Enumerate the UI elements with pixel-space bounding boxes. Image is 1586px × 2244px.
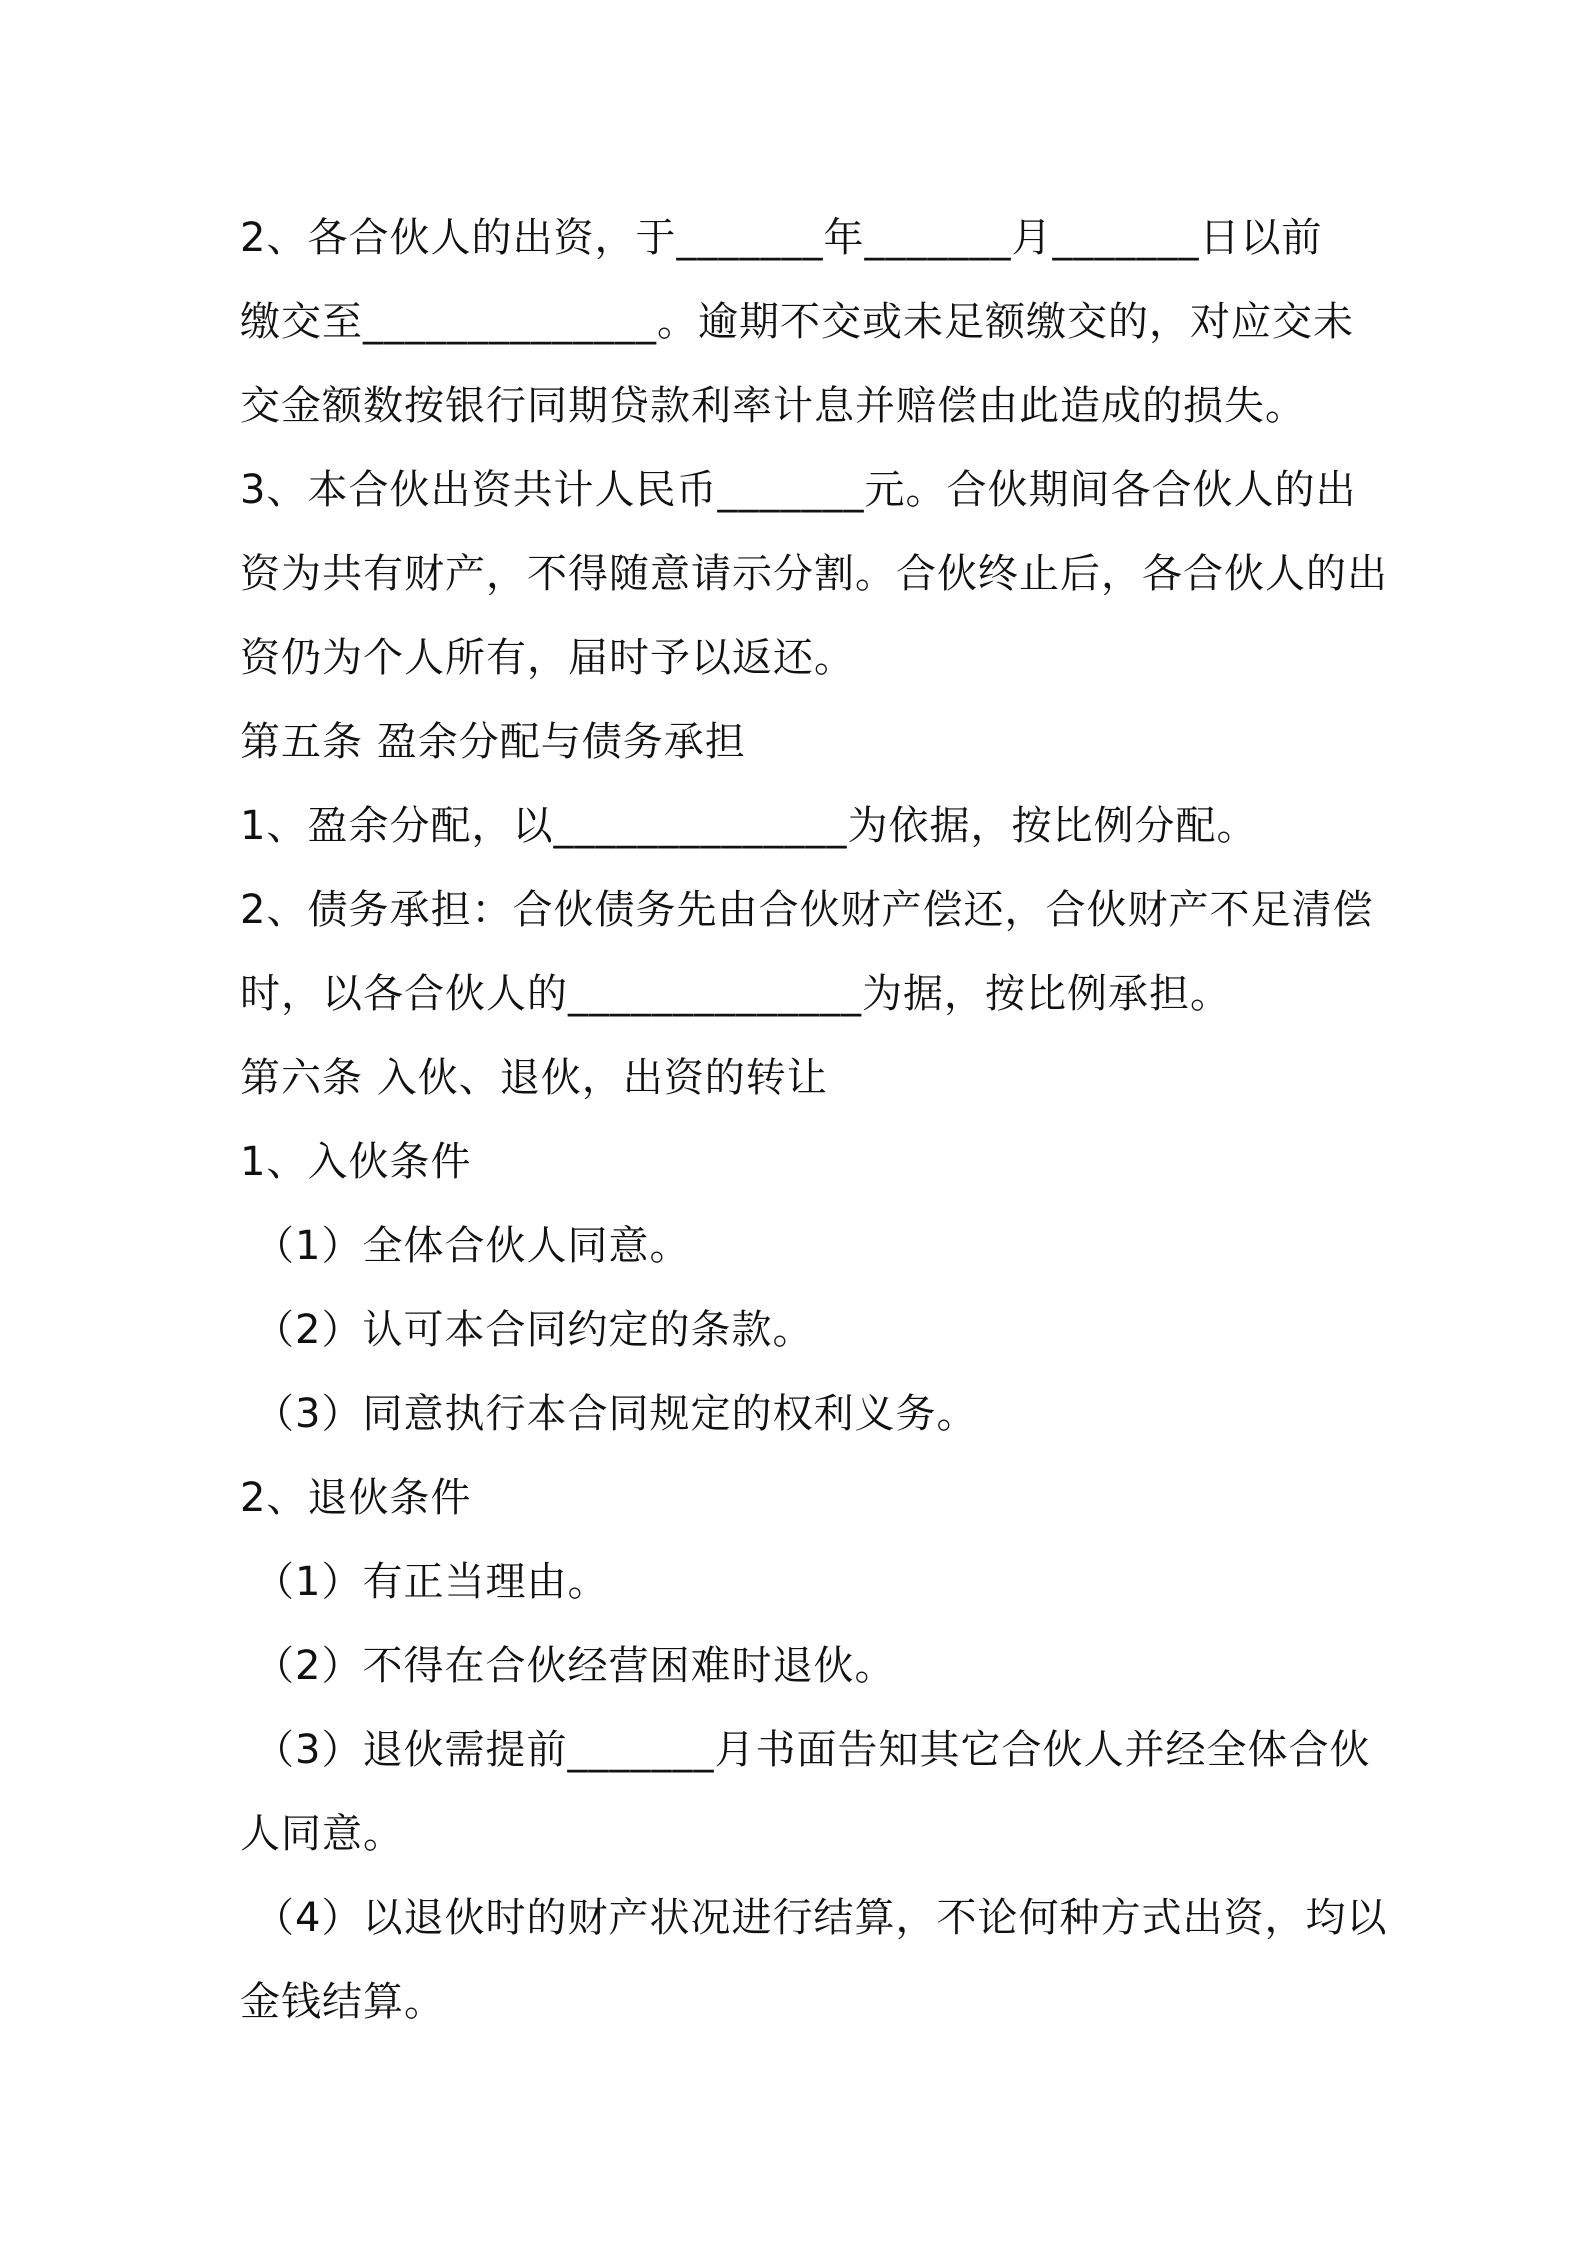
document-body (240, 196, 1388, 2044)
text-line: 资为共有财产，不得随意请示分割。合伙终止后，各合伙人的出 (240, 551, 1388, 597)
text-line: 2、各合伙人的出资，于_______年_______月_______日以前 (240, 215, 1323, 261)
text-line: 人同意。 (240, 1811, 404, 1857)
text-line: 3、本合伙出资共计人民币_______元。合伙期间各合伙人的出 (240, 467, 1357, 513)
text-line: 资仍为个人所有，届时予以返还。 (240, 635, 855, 681)
subsection-heading: 2、退伙条件 (240, 1475, 472, 1521)
list-item: （1）全体合伙人同意。 (254, 1223, 691, 1269)
text-line: 交金额数按银行同期贷款利率计息并赔偿由此造成的损失。 (240, 383, 1306, 429)
list-item: （2）认可本合同约定的条款。 (254, 1307, 814, 1353)
list-item: （2）不得在合伙经营困难时退伙。 (254, 1643, 896, 1689)
subsection-heading: 1、入伙条件 (240, 1139, 472, 1185)
text-line: 1、盈余分配，以______________为依据，按比例分配。 (240, 803, 1258, 849)
text-line: 时，以各合伙人的______________为据，按比例承担。 (240, 971, 1231, 1017)
list-item: （3）退伙需提前_______月书面告知其它合伙人并经全体合伙 (254, 1727, 1371, 1773)
section-heading: 第五条 盈余分配与债务承担 (240, 719, 746, 765)
list-item: （1）有正当理由。 (254, 1559, 609, 1605)
text-line: 金钱结算。 (240, 1979, 445, 2025)
list-item: （4）以退伙时的财产状况进行结算，不论何种方式出资，均以 (254, 1895, 1388, 1941)
section-heading: 第六条 入伙、退伙，出资的转让 (240, 1055, 828, 1101)
text-line: 缴交至______________。逾期不交或未足额缴交的，对应交未 (240, 299, 1354, 345)
text-line: 2、债务承担：合伙债务先由合伙财产偿还，合伙财产不足清偿 (240, 887, 1374, 933)
list-item: （3）同意执行本合同规定的权利义务。 (254, 1391, 978, 1437)
